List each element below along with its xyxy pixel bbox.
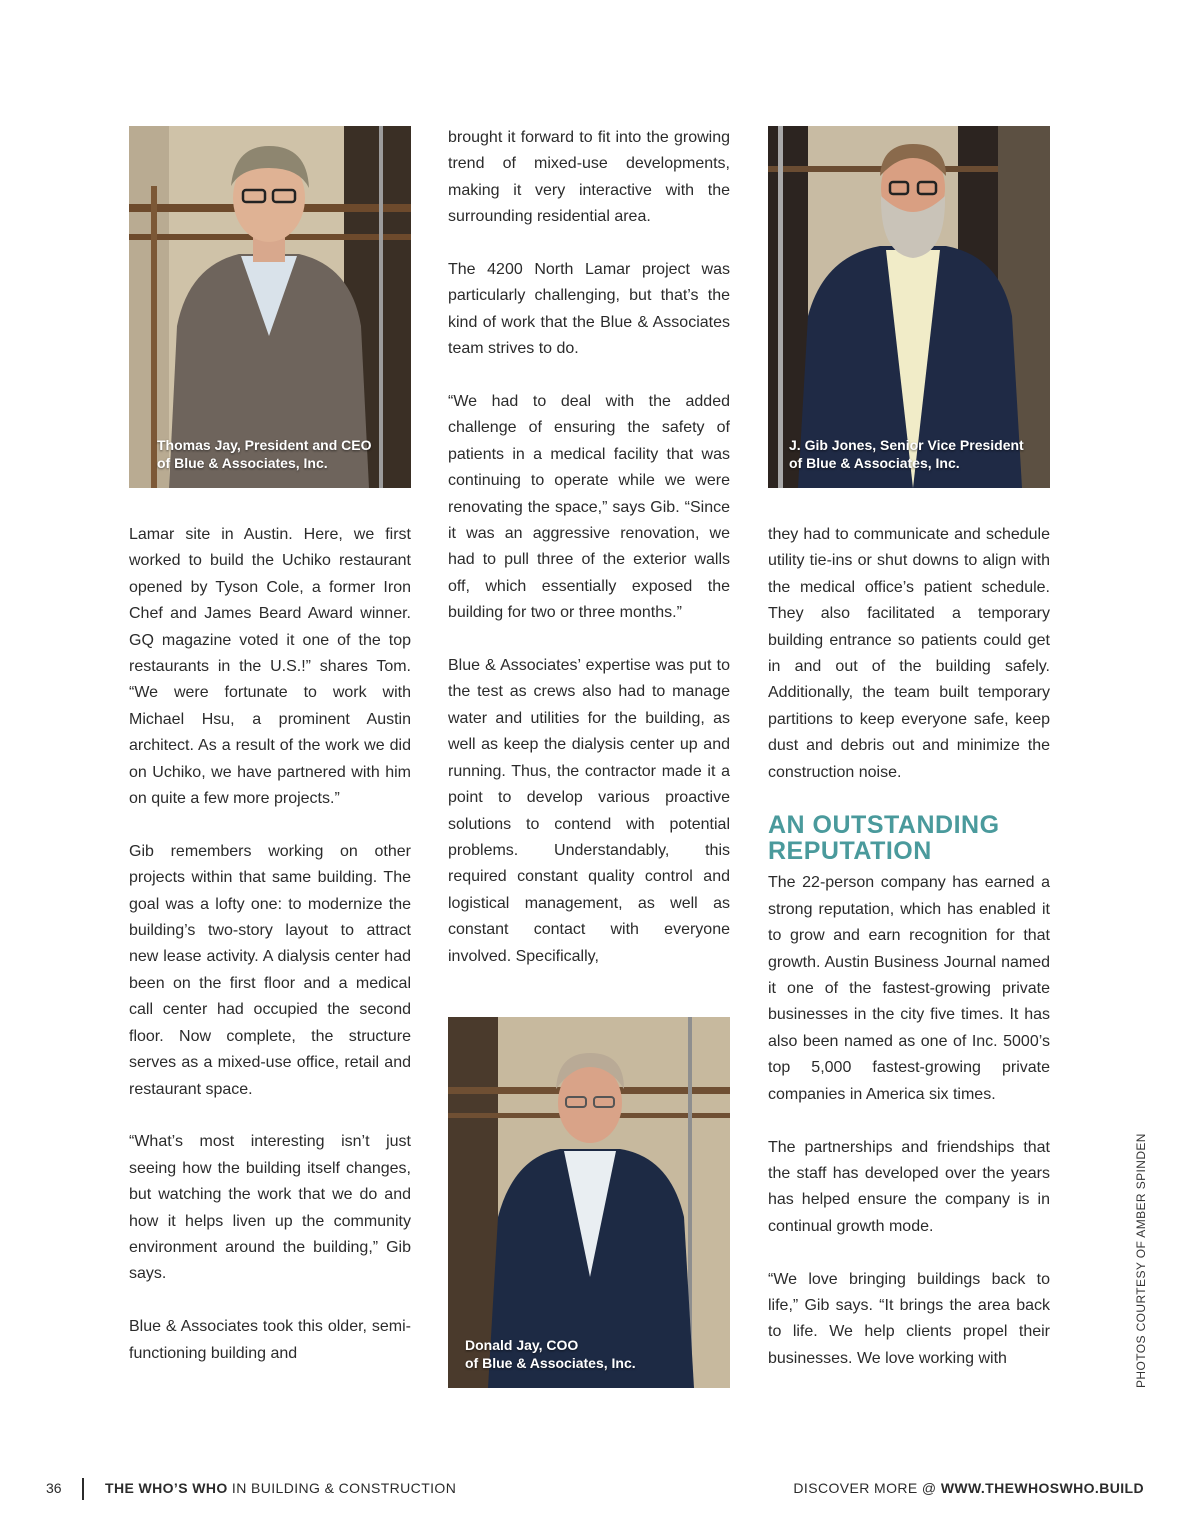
portrait-image bbox=[768, 126, 1050, 488]
footer-divider bbox=[82, 1478, 84, 1500]
page-number: 36 bbox=[46, 1480, 62, 1496]
website-link[interactable]: DISCOVER MORE @ WWW.THEWHOSWHO.BUILD bbox=[793, 1480, 1144, 1496]
caption-company: of Blue & Associates, Inc. bbox=[789, 455, 960, 471]
paragraph: “What’s most interesting isn’t just seeing how the building itself changes, but watching the work that we do and how it helps liven up the community environment around the building,” Gib says. bbox=[129, 1133, 411, 1283]
publication-name: THE WHO’S WHO IN BUILDING & CONSTRUCTION bbox=[105, 1480, 457, 1496]
page-footer bbox=[0, 1478, 1200, 1500]
photo-caption bbox=[157, 436, 371, 472]
article-column-1 bbox=[129, 522, 411, 1367]
paragraph: “We had to deal with the added challenge of ensuring the safety of patients in a medical facility that was continuing to operate while we were renovating the space,” says Gib. “Since it was an aggressive renovation, we had to pull three of the exterior walls off, which essentially exposed the building for two or three months.” bbox=[448, 393, 730, 622]
photo-donald-jay bbox=[448, 1017, 730, 1388]
caption-company: of Blue & Associates, Inc. bbox=[157, 455, 328, 471]
photo-caption bbox=[465, 1336, 636, 1372]
portrait-image bbox=[129, 126, 411, 488]
photo-thomas-jay bbox=[129, 126, 411, 488]
paragraph: brought it forward to fit into the growing trend of mixed-use developments, making it very interactive with the surrounding residential area. bbox=[448, 129, 730, 226]
article-column-2 bbox=[448, 125, 730, 970]
caption-name: Donald Jay, COO bbox=[465, 1337, 579, 1353]
paragraph: The 4200 North Lamar project was particularly challenging, but that’s the kind of work that the Blue & Associates team strives to do. bbox=[448, 261, 730, 358]
paragraph: they had to communicate and schedule utility tie-ins or shut downs to align with the medical office’s patient schedule. They also facilitated a temporary building entrance so patients could get in and out of the building safely. Additionally, the team built temporary partitions to keep everyone safe, keep dust and debris out and minimize the construction noise. bbox=[768, 526, 1050, 781]
photo-credit: PHOTOS COURTESY OF AMBER SPINDEN bbox=[1134, 1133, 1148, 1388]
paragraph: Lamar site in Austin. Here, we first worked to build the Uchiko restaurant opened by Tyson Cole, a former Iron Chef and James Beard Award winner. GQ magazine voted it one of the top restaurants in the U.S.!” shares Tom. “We were fortunate to work with Michael Hsu, a prominent Austin architect. As a result of the work we did on Uchiko, we have partnered with him on quite a few more projects.” bbox=[129, 526, 411, 808]
caption-company: of Blue & Associates, Inc. bbox=[465, 1355, 636, 1371]
paragraph: “We love bringing buildings back to life,” Gib says. “It brings the area back to life. We help clients propel their businesses. We love working with bbox=[768, 1270, 1050, 1367]
article-column-3 bbox=[768, 522, 1050, 1372]
paragraph: Blue & Associates took this older, semi-functioning building and bbox=[129, 1318, 411, 1362]
section-heading: AN OUTSTANDING REPUTATION bbox=[768, 811, 1000, 866]
portrait-image bbox=[448, 1017, 730, 1388]
paragraph: The partnerships and friendships that the staff has developed over the years has helped ensure the company is in continual growth mode. bbox=[768, 1138, 1050, 1235]
caption-name: J. Gib Jones, Senior Vice President bbox=[789, 437, 1024, 453]
paragraph: The 22-person company has earned a strong reputation, which has enabled it to grow and earn recognition for that growth. Austin Business Journal named it one of the fastest-growing private businesses in the city five times. It has also been named as one of Inc. 5000’s top 5,000 fastest-growing private companies in America six times. bbox=[768, 874, 1050, 1103]
photo-gib-jones bbox=[768, 126, 1050, 488]
caption-name: Thomas Jay, President and CEO bbox=[157, 437, 372, 453]
paragraph: Gib remembers working on other projects within that same building. The goal was a lofty one: to modernize the building’s two-story layout to attract new lease activity. A dialysis center had been on the first floor and a medical call center had occupied the second floor. Now complete, the structure serves as a mixed-use office, retail and restaurant space. bbox=[129, 842, 411, 1098]
photo-caption bbox=[789, 436, 1024, 472]
paragraph: Blue & Associates’ expertise was put to the test as crews also had to manage water and utilities for the building, as well as keep the dialysis center up and running. Thus, the contractor made it a point to develop various proactive solutions to contend with potential problems. Understandably, this required constant quality control and logistical management, as well as constant contact with everyone involved. Specifically, bbox=[448, 657, 730, 965]
